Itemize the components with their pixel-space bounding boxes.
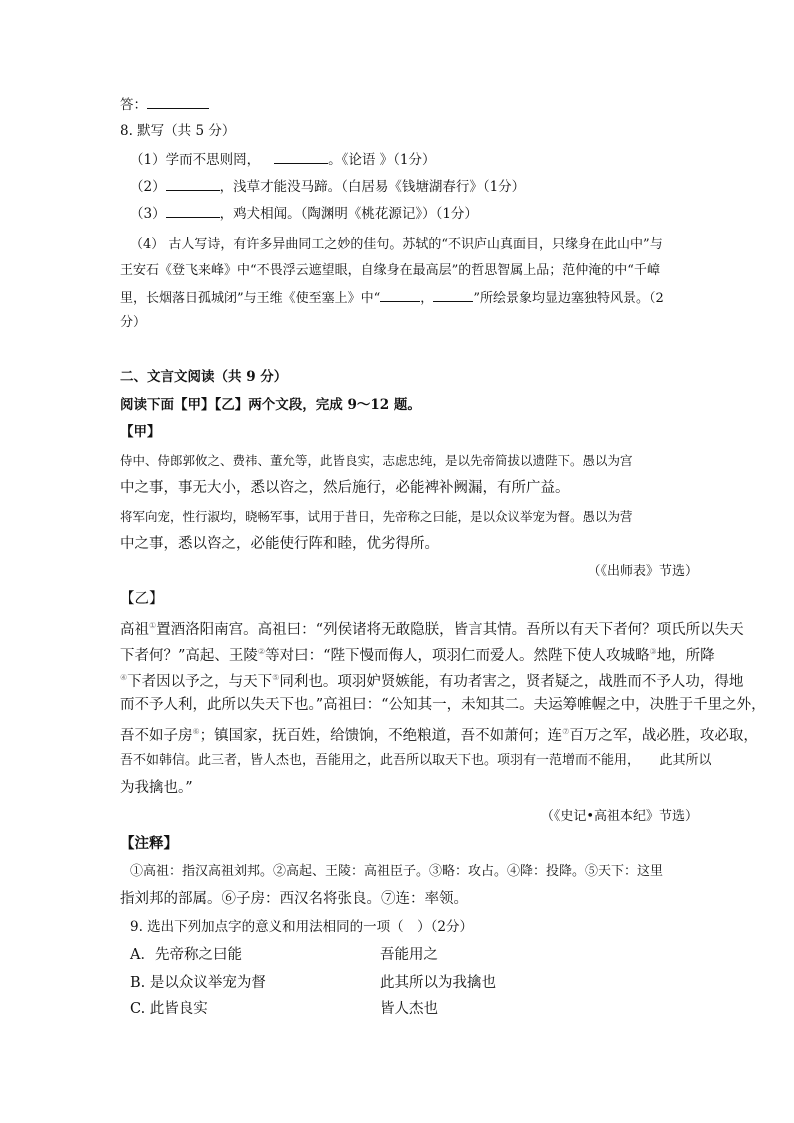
q8-item-3-text-a: （3） [130, 206, 166, 222]
yi-text: 地，所降 [656, 647, 715, 664]
q9-option-c-right[interactable]: 皆人杰也 [380, 1001, 438, 1017]
q8-item-1 [130, 150, 435, 169]
yi-text: 百万之军，战必胜，攻必取， [569, 727, 758, 744]
q8-item-4-line-3 [120, 288, 664, 308]
section-2-heading: 二、文言文阅读（共 9 分） [120, 369, 288, 385]
footnote-mark: ⑥ [192, 727, 200, 736]
q8-item-3 [130, 204, 478, 223]
yi-text: 下者何？”高起、王陵 [120, 647, 258, 664]
q9-option-b-right[interactable]: 此其所以为我擒也 [380, 975, 496, 991]
passage-yi-line-2 [120, 642, 715, 666]
yi-text: ；镇国家，抚百姓，给馈饷，不绝粮道，吾不如萧何；连 [199, 727, 563, 744]
footnote-mark: ③ [649, 647, 657, 656]
q8-item-1-blank[interactable] [274, 150, 328, 164]
passage-yi-line-6: 吾不如韩信。此三者，皆人杰也，吾能用之，此吾所以取天下也。项羽有一范增而不能用， 此其所以 [120, 753, 712, 768]
yi-text: 同利也。项羽妒贤嫉能，有功者害之，贤者疑之，战胜而不予人功，得地 [279, 673, 744, 690]
q9-option-a-left[interactable]: A．先帝称之曰能 [130, 947, 242, 963]
footnote-mark: ② [257, 647, 266, 656]
footnote-mark: ① [149, 621, 157, 630]
passage-yi-label: 【乙】 [120, 591, 164, 607]
passage-jia-p2-line-1: 将军向宠，性行淑均，晓畅军事，试用于昔日，先帝称之曰能，是以众议举宠为督。愚以为营 [120, 509, 633, 524]
passage-jia-p1-line-2: 中之事，事无大小，悉以咨之，然后施行，必能裨补阙漏，有所广益。 [120, 480, 570, 496]
q8-item-2-text-a: （2） [130, 179, 166, 195]
q8-item-3-text-b: ，鸡犬相闻。（陶渊明《桃花源记》）（1分） [219, 206, 478, 222]
q8-item-2 [130, 177, 525, 196]
q8-item-4-blank-2[interactable] [433, 288, 473, 302]
yi-text: 吾不如子房 [120, 727, 193, 744]
q8-item-4-line-1: （4） 古人写诗，有许多异曲同工之妙的佳句。苏轼的“不识庐山真面目，只缘身在此山中”与 [130, 237, 663, 252]
footnote-mark: ⑤ [272, 673, 280, 682]
passage-yi-line-4: 而不予人利，此所以失天下也。”高祖曰：“公知其一，未知其二。夫运筹帷幄之中，决胜于千里之外， [120, 697, 766, 713]
q9-option-c-left[interactable]: C. 此皆良实 [130, 1001, 208, 1017]
q8-item-2-blank[interactable] [166, 177, 220, 191]
q9-option-b-left[interactable]: B. 是以众议举宠为督 [130, 975, 266, 991]
notes-line-2: 指刘邦的部属。⑥子房：西汉名将张良。⑦连：率领。 [120, 891, 468, 907]
footnote-mark: ④ [120, 673, 128, 682]
yi-text: 高祖 [120, 621, 149, 638]
passage-yi-line-7: 为我擒也。” [120, 780, 193, 796]
passage-jia-label: 【甲】 [120, 424, 161, 440]
footnote-mark: ⑦ [562, 727, 570, 736]
section-2-instruction: 阅读下面【甲】【乙】两个文段，完成 9～12 题。 [120, 397, 421, 413]
passage-jia-p2-line-2: 中之事，悉以咨之，必能使行阵和睦，优劣得所。 [120, 536, 439, 552]
q8-item-4-blank-1[interactable] [380, 288, 420, 302]
notes-line-1: ①高祖：指汉高祖刘邦。②高起、王陵：高祖臣子。③略：攻占。④降：投降。⑤天下：这里 [130, 864, 664, 879]
answer-line [120, 95, 209, 114]
passage-jia-p1-line-1: 侍中、侍郎郭攸之、费祎、董允等，此皆良实，志虑忠纯，是以先帝简拔以遗陛下。愚以为宫 [120, 453, 633, 468]
q8-item-4-line-2: 王安石《登飞来峰》中“不畏浮云遮望眼，自缘身在最高层”的哲思智属上品；范仲淹的中“千嶂 [120, 263, 660, 278]
notes-label: 【注释】 [120, 835, 178, 852]
q8-item-4-line-4: 分） [120, 315, 147, 330]
yi-text: 等对曰：“陛下慢而侮人，项羽仁而爱人。然陛下使人攻城略 [265, 647, 650, 664]
q9-option-a-right[interactable]: 吾能用之 [380, 947, 438, 963]
yi-text: 置酒洛阳南宫。高祖曰：“列侯诸将无敢隐朕，皆言其情。吾所以有天下者何？项氏所以失天 [156, 621, 744, 638]
q8-title: 8. 默写（共 5 分） [120, 123, 236, 139]
passage-yi-source: （《史记•高祖本纪》节选） [540, 809, 698, 824]
q8-item-1-text-b: 。《论语 》（1分） [328, 152, 436, 168]
passage-yi-line-3 [120, 668, 743, 692]
answer-label: 答： [120, 97, 147, 113]
passage-yi-line-1 [120, 616, 744, 640]
q8-item-3-blank[interactable] [166, 204, 220, 218]
q8-item-4-text-b: ， [420, 291, 434, 306]
q8-item-4-text-c: ”所绘景象均显边塞独特风景。（2 [473, 291, 664, 306]
yi-text: 下者因以予之，与天下 [127, 673, 273, 690]
q8-item-4-text-a: 里，长烟落日孤城闭”与王维《使至塞上》中“ [120, 291, 381, 306]
q8-item-2-text-b: ，浅草才能没马蹄。（白居易《钱塘湖春行》（1分） [219, 179, 526, 195]
passage-yi-line-5 [120, 722, 758, 746]
q8-item-1-text-a: （1）学而不思则罔， [130, 152, 261, 168]
passage-jia-source: （《出师表》节选） [587, 564, 698, 579]
q9-stem: 9. 选出下列加点字的意义和用法相同的一项（ ）（2分） [130, 919, 474, 935]
answer-blank[interactable] [147, 95, 209, 109]
